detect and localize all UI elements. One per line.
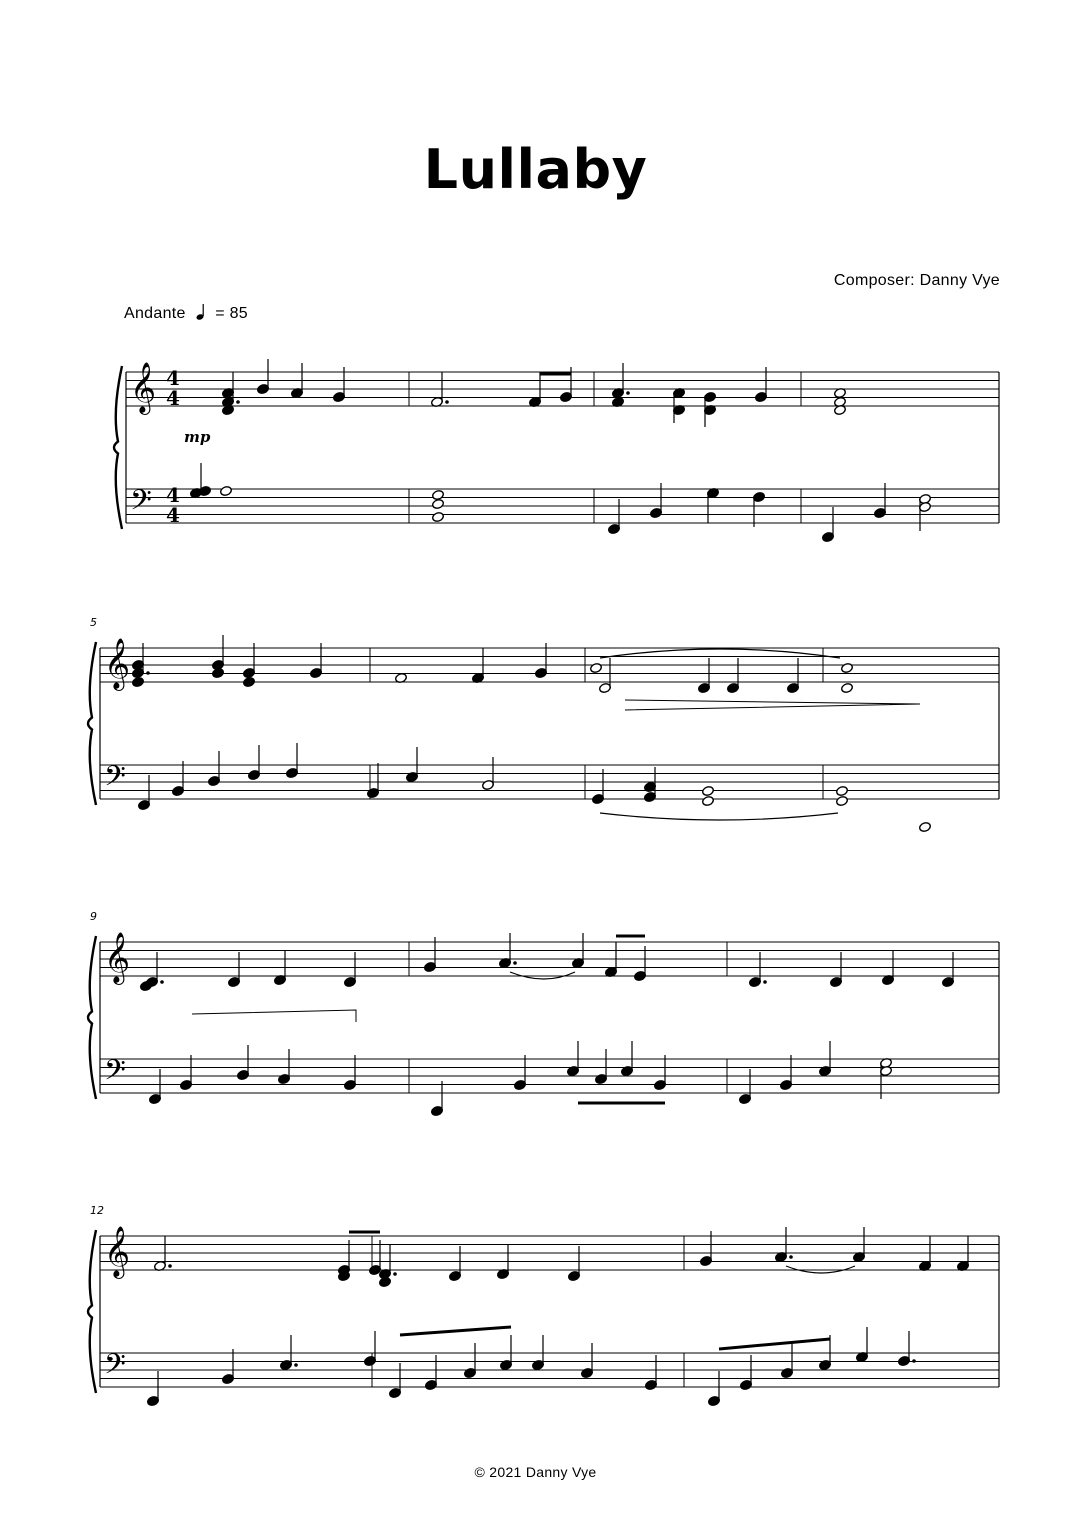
bass-clef-icon: 𝄢: [130, 484, 152, 524]
tempo-bpm: = 85: [215, 305, 249, 322]
measure-number-9: 9: [90, 910, 97, 923]
augmentation-dot: [513, 961, 517, 965]
time-signature-bottom-bass: 4: [166, 503, 180, 527]
bass-clef-icon: 𝄢: [104, 760, 126, 800]
treble-clef-icon: 𝄞: [104, 1226, 131, 1277]
augmentation-dot: [626, 391, 630, 395]
note-head: [132, 676, 145, 687]
note-head: [432, 511, 445, 522]
measure-number-5: 5: [90, 616, 97, 629]
measure-number-12: 12: [90, 1204, 104, 1217]
note-head: [432, 498, 445, 509]
note-head: [702, 785, 715, 796]
hairpin: [192, 1010, 356, 1022]
copyright-notice: © 2021 Danny Vye: [474, 1464, 597, 1480]
note-head: [702, 795, 715, 806]
note-head: [212, 667, 225, 678]
bass-clef-icon: 𝄢: [104, 1348, 126, 1388]
note-head: [919, 821, 932, 832]
composer-credit: Composer: Danny Vye: [833, 272, 1000, 289]
tie: [600, 813, 838, 820]
grand-staff-brace: [114, 366, 122, 529]
beam: [719, 1339, 830, 1349]
augmentation-dot: [236, 400, 240, 404]
note-head: [836, 785, 849, 796]
time-signature-bottom-treble: 4: [166, 386, 180, 410]
note-head: [379, 1276, 392, 1287]
grand-staff-brace: [88, 1230, 96, 1393]
note-head: [841, 682, 854, 693]
augmentation-dot: [445, 400, 449, 404]
note-head: [432, 489, 445, 500]
augmentation-dot: [146, 671, 150, 675]
time-signature-top-bass: 4: [166, 483, 180, 507]
dynamic-mp: mp: [184, 428, 211, 446]
note-head: [220, 485, 233, 496]
augmentation-dot: [168, 1264, 172, 1268]
note-head: [590, 662, 603, 673]
augmentation-dot: [789, 1255, 793, 1259]
score-title: Lullaby: [423, 138, 648, 201]
note-head: [836, 795, 849, 806]
tempo-word: Andante: [124, 305, 186, 322]
beam: [400, 1327, 511, 1335]
augmentation-dot: [393, 1272, 397, 1276]
augmentation-dot: [294, 1363, 298, 1367]
augmentation-dot: [160, 980, 164, 984]
decrescendo-hairpin: [625, 700, 920, 710]
bass-clef-icon: 𝄢: [104, 1054, 126, 1094]
note-head: [243, 676, 256, 687]
grand-staff-brace: [88, 936, 96, 1099]
treble-clef-icon: 𝄞: [130, 362, 157, 413]
augmentation-dot: [912, 1359, 916, 1363]
treble-clef-icon: 𝄞: [104, 638, 131, 689]
grand-staff-brace: [88, 642, 96, 805]
note-head: [841, 662, 854, 673]
augmentation-dot: [763, 980, 767, 984]
treble-clef-icon: 𝄞: [104, 932, 131, 983]
time-signature-top-treble: 4: [166, 366, 180, 390]
